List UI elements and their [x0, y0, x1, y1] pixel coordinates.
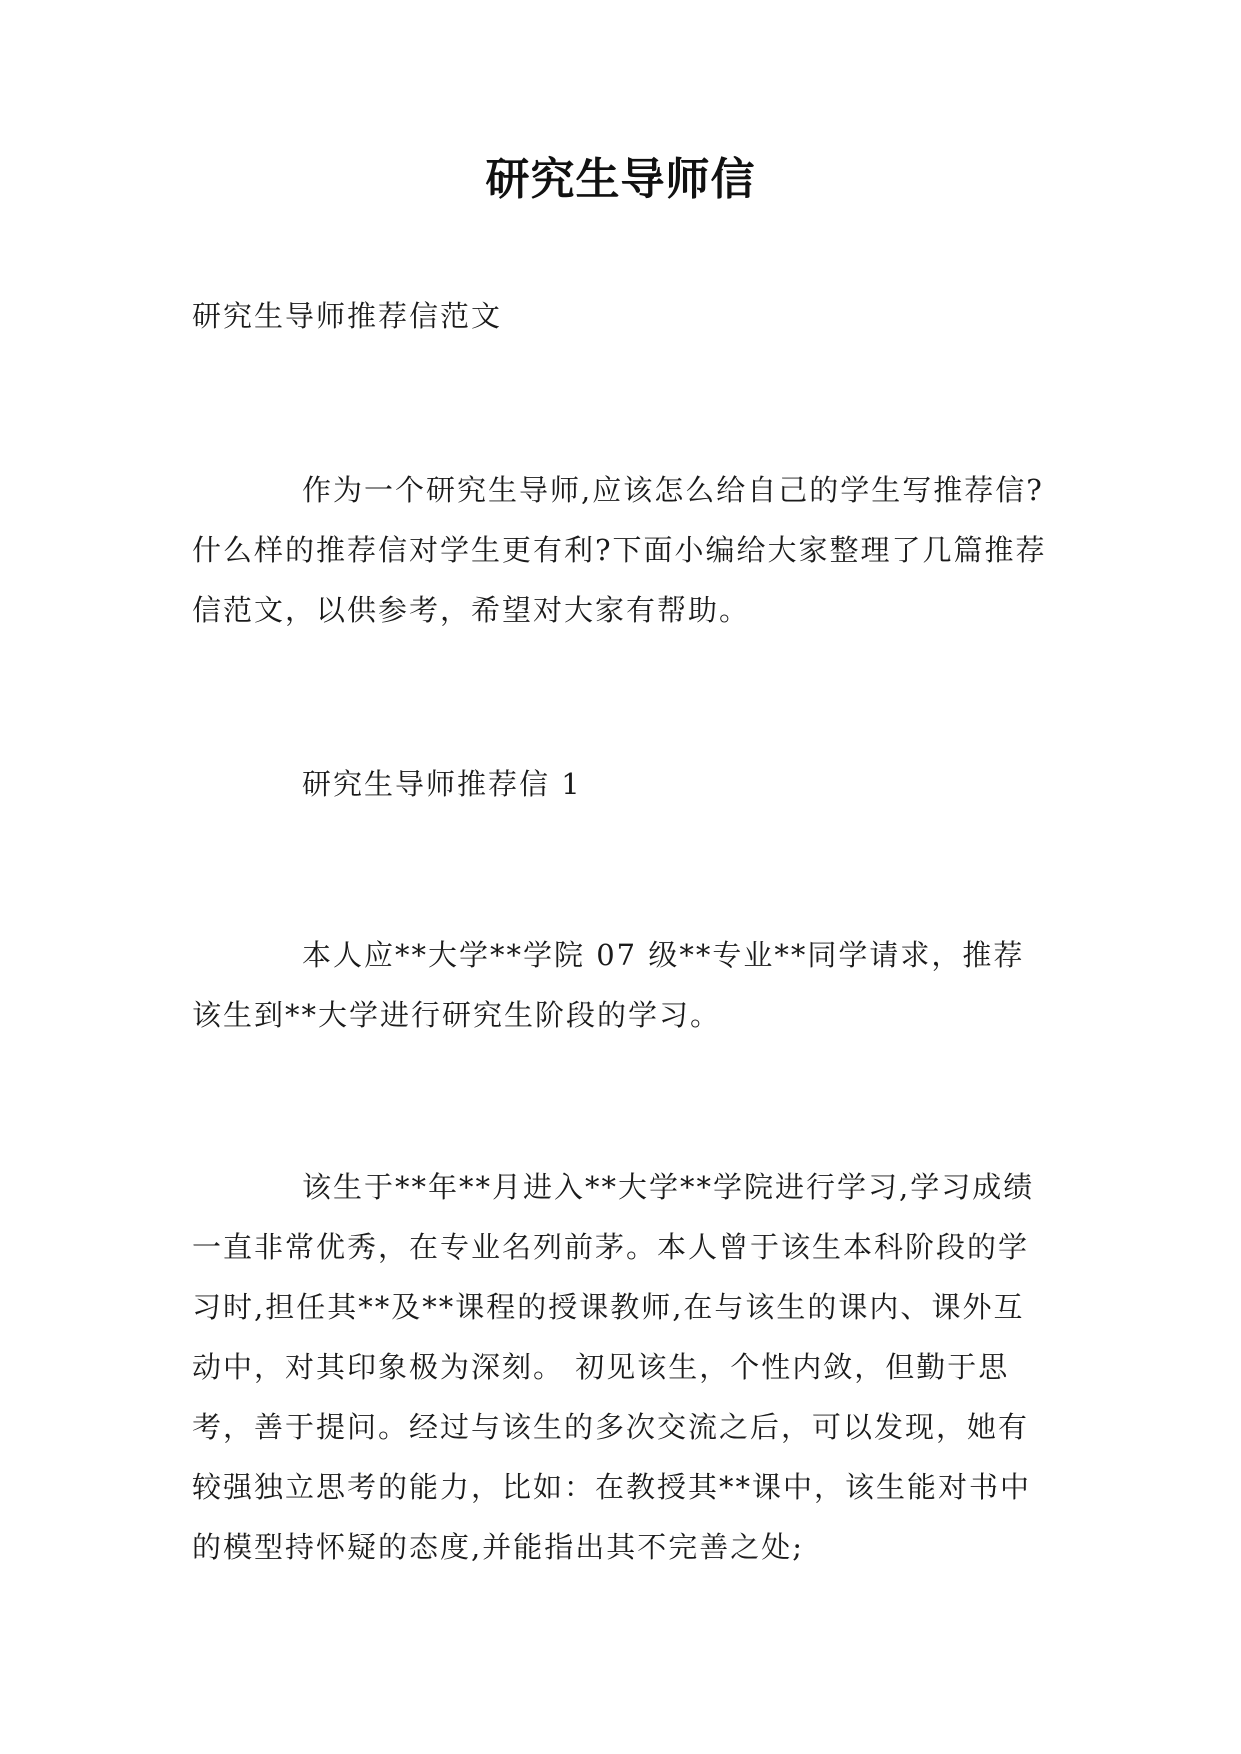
- document-title: 研究生导师信: [485, 154, 756, 205]
- body-paragraph: 该生于**年**月进入**大学**学院进行学习,学习成绩一直非常优秀，在专业名列前茅。本人曾于该生本科阶段的学习时,担任其**及**课程的授课教师,在与该生的课内、课外互动中，对其印象极为深刻。 初见该生，个性内敛，但勤于思考，善于提问。经过与该生的多次交流之后，可以发现，她有较强独立思考的能力，比如：在教授其**课中，该生能对书中的模型持怀疑的态度,并能指出其不完善之处;: [192, 1170, 1035, 1564]
- document-subtitle: 研究生导师推荐信范文: [192, 299, 503, 333]
- section-heading: 研究生导师推荐信 1: [302, 767, 582, 801]
- intro-paragraph: 作为一个研究生导师,应该怎么给自己的学生写推荐信?什么样的推荐信对学生更有利?下面小编给大家整理了几篇推荐信范文，以供参考，希望对大家有帮助。: [192, 473, 1047, 627]
- request-paragraph: 本人应**大学**学院 07 级**专业**同学请求，推荐该生到**大学进行研究生阶段的学习。: [192, 938, 1025, 1032]
